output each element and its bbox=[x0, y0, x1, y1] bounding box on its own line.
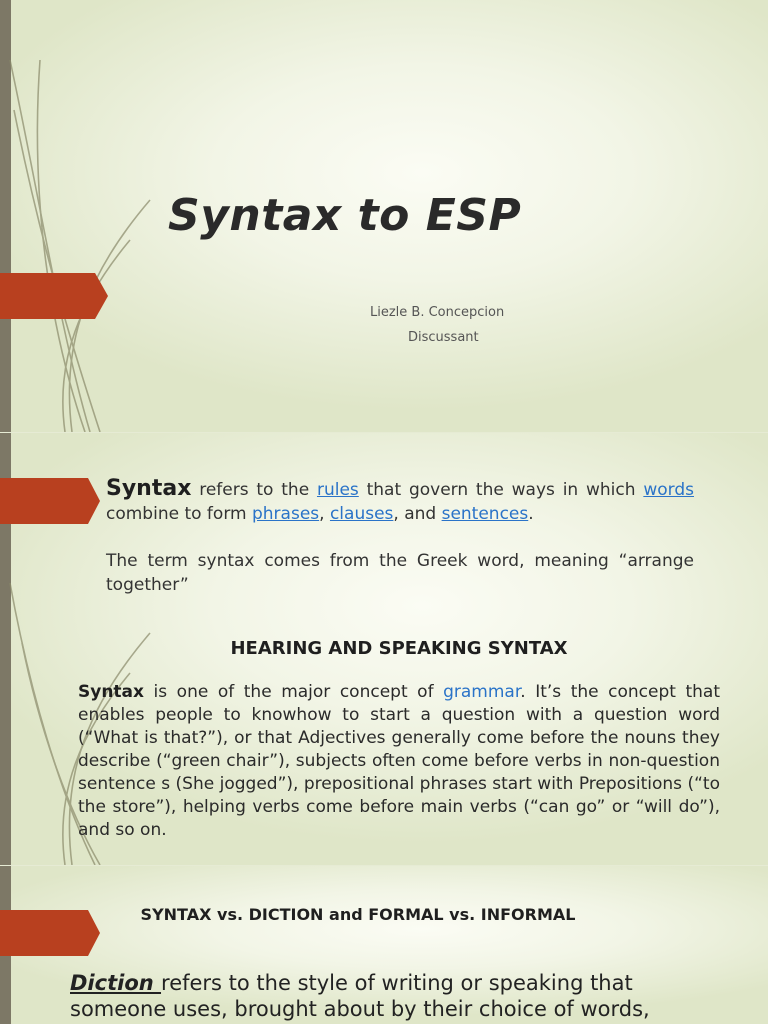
text-fragment: , bbox=[319, 504, 330, 524]
text-fragment: refers to the bbox=[191, 480, 317, 500]
accent-tab bbox=[0, 478, 100, 524]
term-diction: Diction bbox=[70, 971, 162, 995]
slide-title bbox=[0, 0, 768, 432]
link-phrases[interactable]: phrases bbox=[251, 504, 320, 524]
text-fragment: refers to the style of writing or speaking that someone uses, brought about by their choice of words, bbox=[70, 971, 650, 1021]
sidebar-bar bbox=[0, 0, 11, 432]
term-syntax: Syntax bbox=[78, 682, 144, 702]
syntax-definition bbox=[106, 477, 694, 526]
section-heading: SYNTAX vs. DICTION and FORMAL vs. INFORMAL bbox=[140, 905, 576, 924]
text-fragment: , and bbox=[393, 504, 442, 524]
text-fragment: that govern the ways in which bbox=[358, 480, 644, 500]
link-rules[interactable]: rules bbox=[316, 480, 359, 500]
slide-diction bbox=[0, 866, 768, 1024]
link-sentences[interactable]: sentences bbox=[441, 504, 529, 524]
text-fragment: . bbox=[528, 504, 534, 524]
text-fragment: combine to form bbox=[106, 504, 252, 524]
section-heading: HEARING AND SPEAKING SYNTAX bbox=[230, 638, 568, 659]
term-grammar: grammar bbox=[443, 682, 521, 702]
accent-tab bbox=[0, 910, 100, 956]
link-words[interactable]: words bbox=[643, 480, 694, 500]
syntax-body-paragraph bbox=[78, 681, 720, 842]
etymology-paragraph: The term syntax comes from the Greek word, meaning “arrange together” bbox=[106, 551, 694, 595]
author-name: Liezle B. Concepcion bbox=[370, 305, 505, 320]
diction-paragraph bbox=[70, 970, 710, 1022]
text-fragment: . It’s the concept that enables people to knowhow to start a question with a question word (“What is that?”), or that Adjectives generally come before the nouns they describe (“green chair”), subjects often come before verbs in non-question sentence s (She jogged”), prepositional phrases start with Prepositions (“to the store”), helping verbs come before main verbs (“can go” or “will do”), and so on. bbox=[78, 682, 720, 840]
term-syntax: Syntax bbox=[106, 476, 192, 501]
text-fragment: is one of the major concept of bbox=[144, 682, 444, 702]
slide-title-text: Syntax to ESP bbox=[168, 190, 522, 241]
link-clauses[interactable]: clauses bbox=[329, 504, 394, 524]
author-role: Discussant bbox=[408, 330, 479, 345]
accent-tab bbox=[0, 273, 108, 319]
slide-syntax-definition bbox=[0, 433, 768, 865]
